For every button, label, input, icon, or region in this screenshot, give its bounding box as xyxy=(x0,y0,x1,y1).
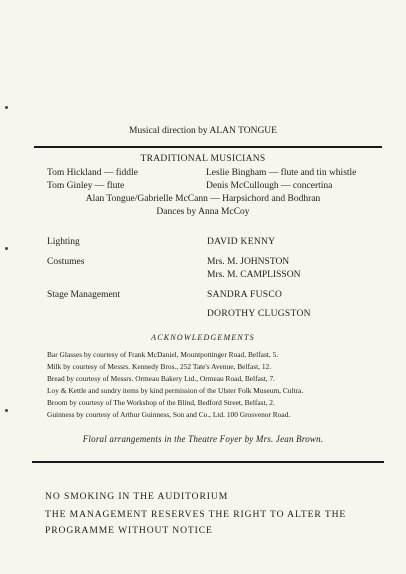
stage-management-label: Stage Management xyxy=(47,290,121,300)
no-smoking-notice: NO SMOKING IN THE AUDITORIUM xyxy=(45,491,229,502)
divider-rule xyxy=(32,461,384,463)
acknowledgements-heading: ACKNOWLEDGEMENTS xyxy=(151,333,255,342)
acknowledgement-line: Bar Glasses by courtesy of Frank McDaniel, Mountpottinger Road, Belfast, 5. xyxy=(47,350,279,359)
musician-entry: Alan Tongue/Gabrielle McCann — Harpsichord and Bodhran xyxy=(85,194,321,204)
stage-management-name: DOROTHY CLUGSTON xyxy=(207,309,311,319)
binding-hole-mark xyxy=(5,106,8,109)
floral-arrangements-note: Floral arrangements in the Theatre Foyer by Mrs. Jean Brown. xyxy=(82,434,324,444)
management-notice: THE MANAGEMENT RESERVES THE RIGHT TO ALTER THE xyxy=(45,509,347,520)
acknowledgement-line: Loy & Kettle and sundry items by kind permission of the Ulster Folk Museum, Cultra. xyxy=(47,386,304,395)
musical-direction: Musical direction by ALAN TONGUE xyxy=(129,126,277,136)
musician-entry: Leslie Bingham — flute and tin whistle xyxy=(206,168,357,178)
acknowledgement-line: Bread by courtesy of Messrs. Ormeau Bakery Ltd., Ormeau Road, Belfast, 7. xyxy=(47,374,276,383)
traditional-musicians-heading: TRADITIONAL MUSICIANS xyxy=(140,154,266,164)
divider-rule xyxy=(34,146,382,148)
musician-entry: Tom Hickland — fiddle xyxy=(47,168,138,178)
lighting-label: Lighting xyxy=(47,237,80,247)
costumes-label: Costumes xyxy=(47,257,85,267)
stage-management-name: SANDRA FUSCO xyxy=(207,290,283,300)
binding-hole-mark xyxy=(5,409,8,412)
acknowledgement-line: Broom by courtesy of The Workshop of the Blind, Bedford Street, Belfast, 2. xyxy=(47,398,275,407)
costumes-name: Mrs. M. CAMPLISSON xyxy=(207,270,301,280)
dances-credit: Dances by Anna McCoy xyxy=(156,207,250,217)
musician-entry: Tom Ginley — flute xyxy=(47,181,125,191)
costumes-name: Mrs. M. JOHNSTON xyxy=(207,257,290,267)
acknowledgement-line: Milk by courtesy of Messrs. Kennedy Bros., 252 Tate's Avenue, Belfast, 12. xyxy=(47,362,272,371)
binding-hole-mark xyxy=(5,247,8,250)
acknowledgement-line: Guinness by courtesy of Arthur Guinness, Son and Co., Ltd. 100 Grosvenor Road. xyxy=(47,410,291,419)
lighting-name: DAVID KENNY xyxy=(207,237,276,247)
management-notice: PROGRAMME WITHOUT NOTICE xyxy=(45,525,213,536)
musician-entry: Denis McCullough — concertina xyxy=(206,181,333,191)
